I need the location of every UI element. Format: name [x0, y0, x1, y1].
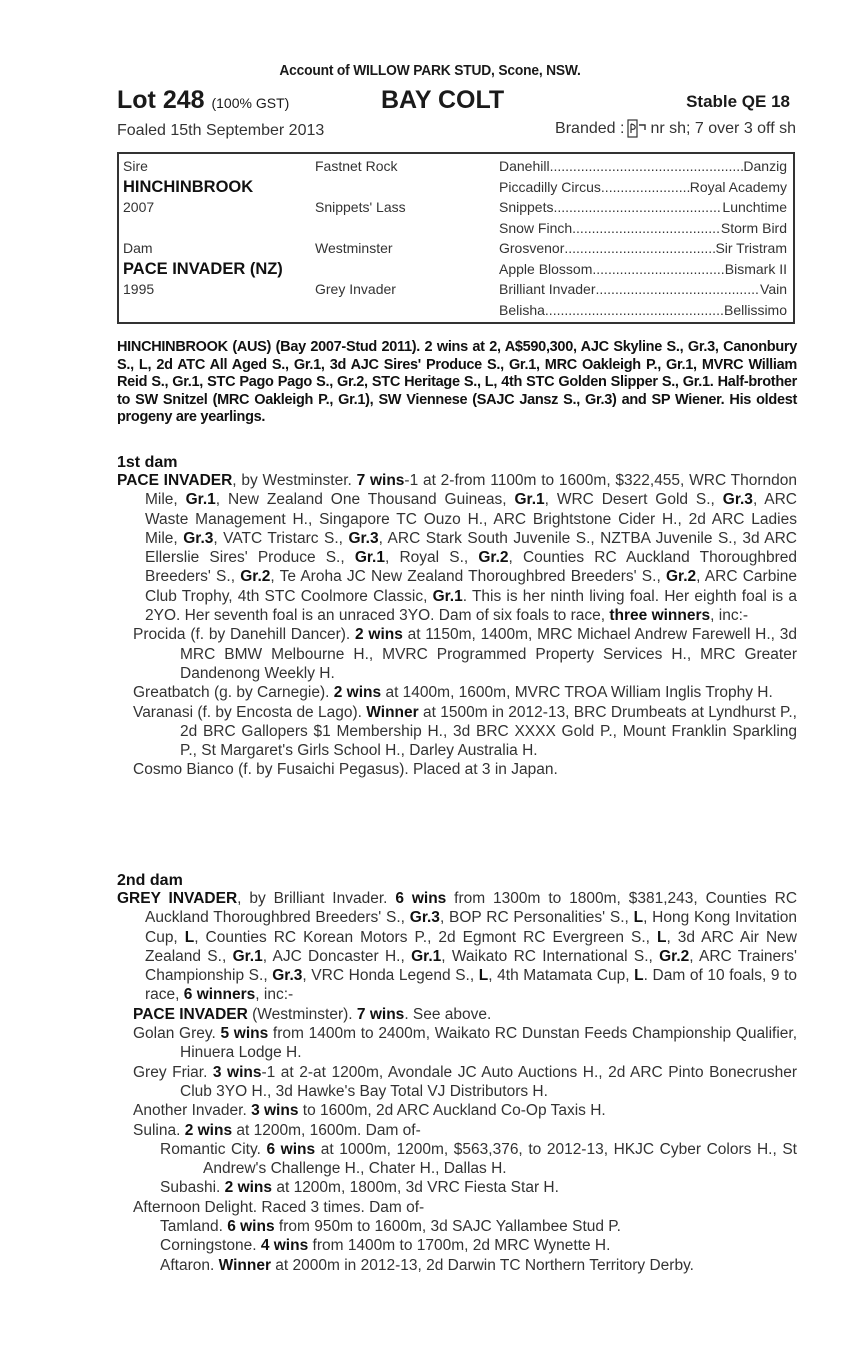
pedigree-row: [119, 199, 793, 219]
bold-text: 2 wins: [224, 1179, 273, 1197]
pedigree-col3: [499, 158, 787, 174]
bold-text: L: [184, 928, 195, 946]
pedigree-entry: [117, 1101, 797, 1120]
grandparent-name: Brilliant Invader: [499, 281, 596, 297]
grandparent-sire: Sir Tristram: [715, 240, 787, 256]
entry-text: Romantic City.: [160, 1140, 267, 1158]
pedigree-row: [119, 281, 793, 301]
bold-text: Gr.2: [665, 568, 697, 586]
sire-summary: HINCHINBROOK (AUS) (Bay 2007-Stud 2011). 2 wins at 2, A$590,300, AJC Skyline S., Gr.3, Canonbury S., L, 2d ATC All Aged S., Gr.1, 3d AJC Sires' Produce S., Gr.1, MRC Oakleigh P., Gr.1, MVRC William Reid S., Gr.1, STC Pago Pago S., Gr.2, STC Heritage S., L, 4th STC Golden Slipper S., Gr.1. Half-brother to SW Snitzel (MRC Oakleigh P., Gr.1), SW Viennese (SAJC Jansz S., Gr.3) and SP Wiener. His oldest progeny are yearlings.: [117, 339, 797, 425]
bold-text: GREY INVADER: [117, 890, 238, 907]
entry-text: , inc:-: [255, 986, 294, 1004]
bold-text: 2 wins: [355, 626, 403, 644]
pedigree-entry: [117, 1236, 797, 1255]
entry-text: , by Westminster.: [232, 472, 357, 489]
bold-text: L: [478, 967, 489, 985]
entry-text: at 1200m, 1800m, 3d VRC Fiesta Star H.: [272, 1179, 559, 1197]
bold-text: Gr.1: [432, 587, 463, 605]
entry-text: -1 at 2-at 1200m, Avondale JC Auto Auctions H., 2d ARC Pinto Bonecrusher Club 3YO H., 3d Hawke's Bay Total VJ Distributors H.: [180, 1063, 797, 1100]
bold-text: L: [634, 967, 644, 985]
entry-text: , WRC Desert Gold S.,: [544, 491, 723, 509]
entry-text: -1 at 2-from 1100m to 1600m, $322,455, WRC Thorndon Mile,: [145, 472, 797, 509]
pedigree-col2: Fastnet Rock: [315, 158, 398, 174]
pedigree-entry: [117, 1140, 797, 1179]
entry-text: , Waikato RC International S.,: [441, 947, 660, 965]
bold-text: Gr.3: [272, 967, 303, 985]
grandparent-name: Piccadilly Circus: [499, 178, 601, 195]
grandparent-name: Snow Finch: [499, 219, 573, 236]
entry-text: at 1000m, 1200m, $563,376, to 2012-13, HKJC Cyber Colors H., St Andrew's Challenge H., Chater H., Dallas H.: [203, 1140, 797, 1178]
entry-text: , ARC Stark South Juvenile S., NZTBA Juvenile S., 3d ARC Ellerslie Sires' Produce S.,: [145, 529, 797, 567]
entry-text: , New Zealand One Thousand Guineas,: [215, 491, 515, 509]
entry-text: , ARC Carbine Club Trophy, 4th STC Coolmore Classic,: [145, 568, 797, 605]
entry-text: . See above.: [404, 1005, 492, 1023]
second-dam-section: [117, 872, 797, 1275]
grandparent-sire: Bellissimo: [723, 301, 787, 318]
bold-text: 5 wins: [220, 1025, 269, 1043]
brand-info: [555, 118, 796, 140]
bold-text: 2 wins: [184, 1121, 233, 1139]
pedigree-row: [119, 179, 793, 199]
lot-label: Lot 248: [117, 86, 205, 114]
entry-text: , AJC Doncaster H.,: [262, 947, 412, 965]
pedigree-col1: 1995: [123, 281, 155, 297]
section-heading: 1st dam: [117, 454, 178, 471]
stable-location: Stable QE 18: [686, 92, 790, 111]
leader-dots: [572, 220, 721, 236]
bold-text: Gr.1: [232, 947, 263, 965]
entry-text: , Hong Kong Invitation Cup,: [145, 909, 797, 946]
pedigree-col3: [499, 261, 787, 277]
pedigree-col1: Sire: [123, 158, 148, 174]
entry-text: , Te Aroha JC New Zealand Thoroughbred Breeders' S.,: [270, 568, 666, 586]
grandparent-name: Danehill: [499, 158, 550, 174]
leader-dots: [564, 240, 715, 256]
pedigree-col1: PACE INVADER (NZ): [123, 259, 283, 278]
bold-text: 2 wins: [333, 684, 382, 702]
bold-text: Gr.1: [185, 491, 216, 509]
pedigree-col3: [499, 220, 787, 236]
pedigree-entry: [117, 1024, 797, 1063]
pedigree-col3: [499, 281, 787, 297]
leader-dots: [550, 158, 744, 174]
entry-text: Cosmo Bianco (f. by Fusaichi Pegasus). Placed at 3 in Japan.: [133, 761, 558, 779]
pedigree-col3: [499, 199, 787, 215]
bold-text: Gr.3: [348, 529, 379, 547]
entry-list: [117, 889, 797, 1275]
entry-text: from 1400m to 2400m, Waikato RC Dunstan Feeds Championship Qualifier, Hinuera Lodge H.: [180, 1025, 797, 1062]
pedigree-col1: HINCHINBROOK: [123, 177, 254, 196]
bold-text: 4 wins: [260, 1237, 309, 1255]
bold-text: Gr.1: [411, 947, 442, 965]
grandparent-sire: Lunchtime: [722, 199, 787, 215]
pedigree-row: [119, 220, 793, 240]
entry-text: . This is her ninth living foal. Her eighth foal is a 2YO. Her seventh foal is an unraced 3YO. Dam of six foals to race,: [145, 587, 797, 625]
grandparent-sire: Danzig: [743, 158, 787, 174]
entry-text: at 1500m in 2012-13, BRC Drumbeats at Lyndhurst P., 2d BRC Gallopers $1 Membership H., 3d BRC XXXX Gold P., Mount Franklin Sparkling P., St Margaret's Girls School H., Darley Australia H.: [180, 703, 797, 760]
entry-text: , Royal S.,: [385, 549, 479, 567]
leader-dots: [592, 261, 724, 277]
pedigree-entry: [117, 471, 797, 625]
entry-text: from 1300m to 1800m, $381,243, Counties RC Auckland Thoroughbred Breeders' S.,: [145, 890, 798, 927]
pedigree-entry: [117, 889, 797, 1005]
bold-text: Gr.1: [354, 549, 385, 567]
grandparent-name: Snippets: [499, 199, 554, 215]
pedigree-entry: [117, 1178, 797, 1197]
entry-text: , ARC Waste Management H., Singapore TC Ouzo H., ARC Brightstone Cider H., 2d ARC Ladies Mile,: [145, 491, 798, 547]
entry-text: Procida (f. by Danehill Dancer).: [133, 626, 355, 644]
entry-text: at 1150m, 1400m, MRC Michael Andrew Farewell H., 3d MRC BMW Melbourne H., MVRC Programmed Property Services H., MRC Greater Dandenong Weekly H.: [180, 626, 797, 682]
pedigree-row: [119, 240, 793, 260]
grandparent-sire: Vain: [760, 281, 787, 297]
entry-text: Tamland.: [160, 1218, 228, 1236]
pedigree-col3: [499, 240, 787, 256]
entry-text: Another Invader.: [133, 1102, 252, 1120]
gst-note: (100% GST): [211, 95, 290, 111]
grandparent-name: Belisha: [499, 301, 545, 318]
entry-text: , VRC Honda Legend S.,: [302, 967, 479, 985]
bold-text: PACE INVADER: [117, 472, 233, 489]
entry-text: Sulina.: [133, 1121, 185, 1139]
pedigree-entry: [117, 1217, 797, 1236]
entry-text: Subashi.: [160, 1179, 225, 1197]
bold-text: L: [656, 928, 667, 946]
pedigree-row: [119, 158, 793, 178]
pedigree-entry: [117, 1063, 797, 1102]
entry-text: to 1600m, 2d ARC Auckland Co-Op Taxis H.: [298, 1102, 606, 1120]
bold-text: 7 wins: [356, 1005, 405, 1023]
pedigree-entry: [117, 1005, 797, 1024]
horse-description: BAY COLT: [381, 86, 505, 114]
first-dam-section: [117, 454, 797, 780]
entry-text: , Counties RC Korean Motors P., 2d Egmont RC Evergreen S.,: [194, 928, 657, 946]
bold-text: 6 wins: [395, 890, 447, 907]
pedigree-row: [119, 302, 793, 322]
entry-list: [117, 471, 797, 780]
pedigree-entry: [117, 683, 797, 702]
entry-text: at 1400m, 1600m, MVRC TROA William Inglis Trophy H.: [381, 684, 773, 702]
lot-number: [117, 86, 289, 115]
grandparent-name: Grosvenor: [499, 240, 565, 256]
entry-text: , BOP RC Personalities' S.,: [439, 909, 634, 927]
entry-text: . Dam of 10 foals, 9 to race,: [145, 967, 797, 1004]
bold-text: 7 wins: [356, 472, 405, 489]
pedigree-col2: Grey Invader: [315, 281, 396, 297]
leader-dots: [601, 179, 690, 195]
brand-text: nr sh; 7 over 3 off sh: [650, 120, 796, 137]
pedigree-col3: [499, 302, 787, 318]
entry-text: , Counties RC Auckland Thoroughbred Breeders' S.,: [145, 549, 797, 586]
entry-text: , ARC Trainers' Championship S.,: [145, 947, 797, 985]
entry-text: , 3d ARC Air New Zealand S.,: [145, 928, 797, 965]
bold-text: Winner: [366, 703, 419, 721]
entry-text: Varanasi (f. by Encosta de Lago).: [133, 703, 367, 721]
pedigree-row: [119, 261, 793, 281]
grandparent-sire: Royal Academy: [689, 178, 787, 195]
leader-dots: [553, 199, 722, 215]
pedigree-col3: [499, 179, 787, 195]
entry-text: (Westminster).: [247, 1005, 357, 1023]
entry-text: at 2000m in 2012-13, 2d Darwin TC Northern Territory Derby.: [270, 1256, 694, 1274]
bold-text: 6 winners: [183, 986, 256, 1004]
entry-text: Greatbatch (g. by Carnegie).: [133, 684, 334, 702]
entry-text: from 950m to 1600m, 3d SAJC Yallambee Stud P.: [274, 1218, 621, 1236]
pedigree-entry: [117, 1121, 797, 1140]
entry-text: from 1400m to 1700m, 2d MRC Wynette H.: [308, 1237, 611, 1255]
bold-text: Winner: [218, 1256, 271, 1274]
pedigree-entry: [117, 625, 797, 683]
bold-text: L: [633, 909, 644, 927]
pedigree-entry: [117, 760, 797, 779]
bold-text: 6 wins: [266, 1140, 316, 1158]
entry-text: Grey Friar.: [133, 1063, 213, 1081]
pedigree-entry: [117, 1256, 797, 1275]
bold-text: 6 wins: [227, 1218, 275, 1236]
bold-text: Gr.1: [514, 491, 545, 509]
grandparent-name: Apple Blossom: [499, 260, 593, 277]
foaled-date: Foaled 15th September 2013: [117, 122, 325, 139]
bold-text: Gr.3: [183, 529, 214, 547]
entry-text: Golan Grey.: [133, 1025, 221, 1043]
entry-text: , by Brilliant Invader.: [237, 890, 396, 907]
bold-text: Gr.2: [240, 568, 271, 586]
pedigree-col1: 2007: [123, 199, 155, 215]
section-heading: 2nd dam: [117, 872, 183, 889]
pedigree-col1: Dam: [123, 240, 153, 256]
grandparent-sire: Bismark II: [724, 260, 787, 277]
bold-text: 3 wins: [251, 1102, 299, 1120]
pedigree-entry: [117, 703, 797, 761]
pedigree-col2: Snippets' Lass: [315, 199, 406, 215]
brand-mark-icon: [627, 118, 647, 140]
entry-text: Aftaron.: [160, 1256, 219, 1274]
entry-text: , 4th Matamata Cup,: [488, 967, 635, 985]
pedigree-col2: Westminster: [315, 240, 393, 256]
leader-dots: [545, 302, 724, 318]
entry-text: at 1200m, 1600m. Dam of-: [232, 1121, 421, 1139]
bold-text: Gr.3: [409, 909, 440, 927]
entry-text: , inc:-: [710, 607, 749, 625]
pedigree-entry: [117, 1198, 797, 1217]
entry-text: Corningstone.: [160, 1237, 261, 1255]
grandparent-sire: Storm Bird: [720, 219, 787, 236]
pedigree-table: [117, 152, 795, 324]
bold-text: three winners: [609, 607, 711, 625]
leader-dots: [596, 281, 761, 297]
bold-text: Gr.3: [722, 491, 753, 509]
bold-text: Gr.2: [659, 947, 690, 965]
vendor-account: Account of WILLOW PARK STUD, Scone, NSW.: [279, 62, 581, 79]
bold-text: Gr.2: [478, 549, 509, 567]
bold-text: 3 wins: [212, 1063, 262, 1081]
branded-label: Branded :: [555, 120, 625, 137]
bold-text: PACE INVADER: [133, 1005, 248, 1023]
entry-text: Afternoon Delight. Raced 3 times. Dam of-: [133, 1198, 425, 1216]
entry-text: , VATC Tristarc S.,: [213, 529, 349, 547]
